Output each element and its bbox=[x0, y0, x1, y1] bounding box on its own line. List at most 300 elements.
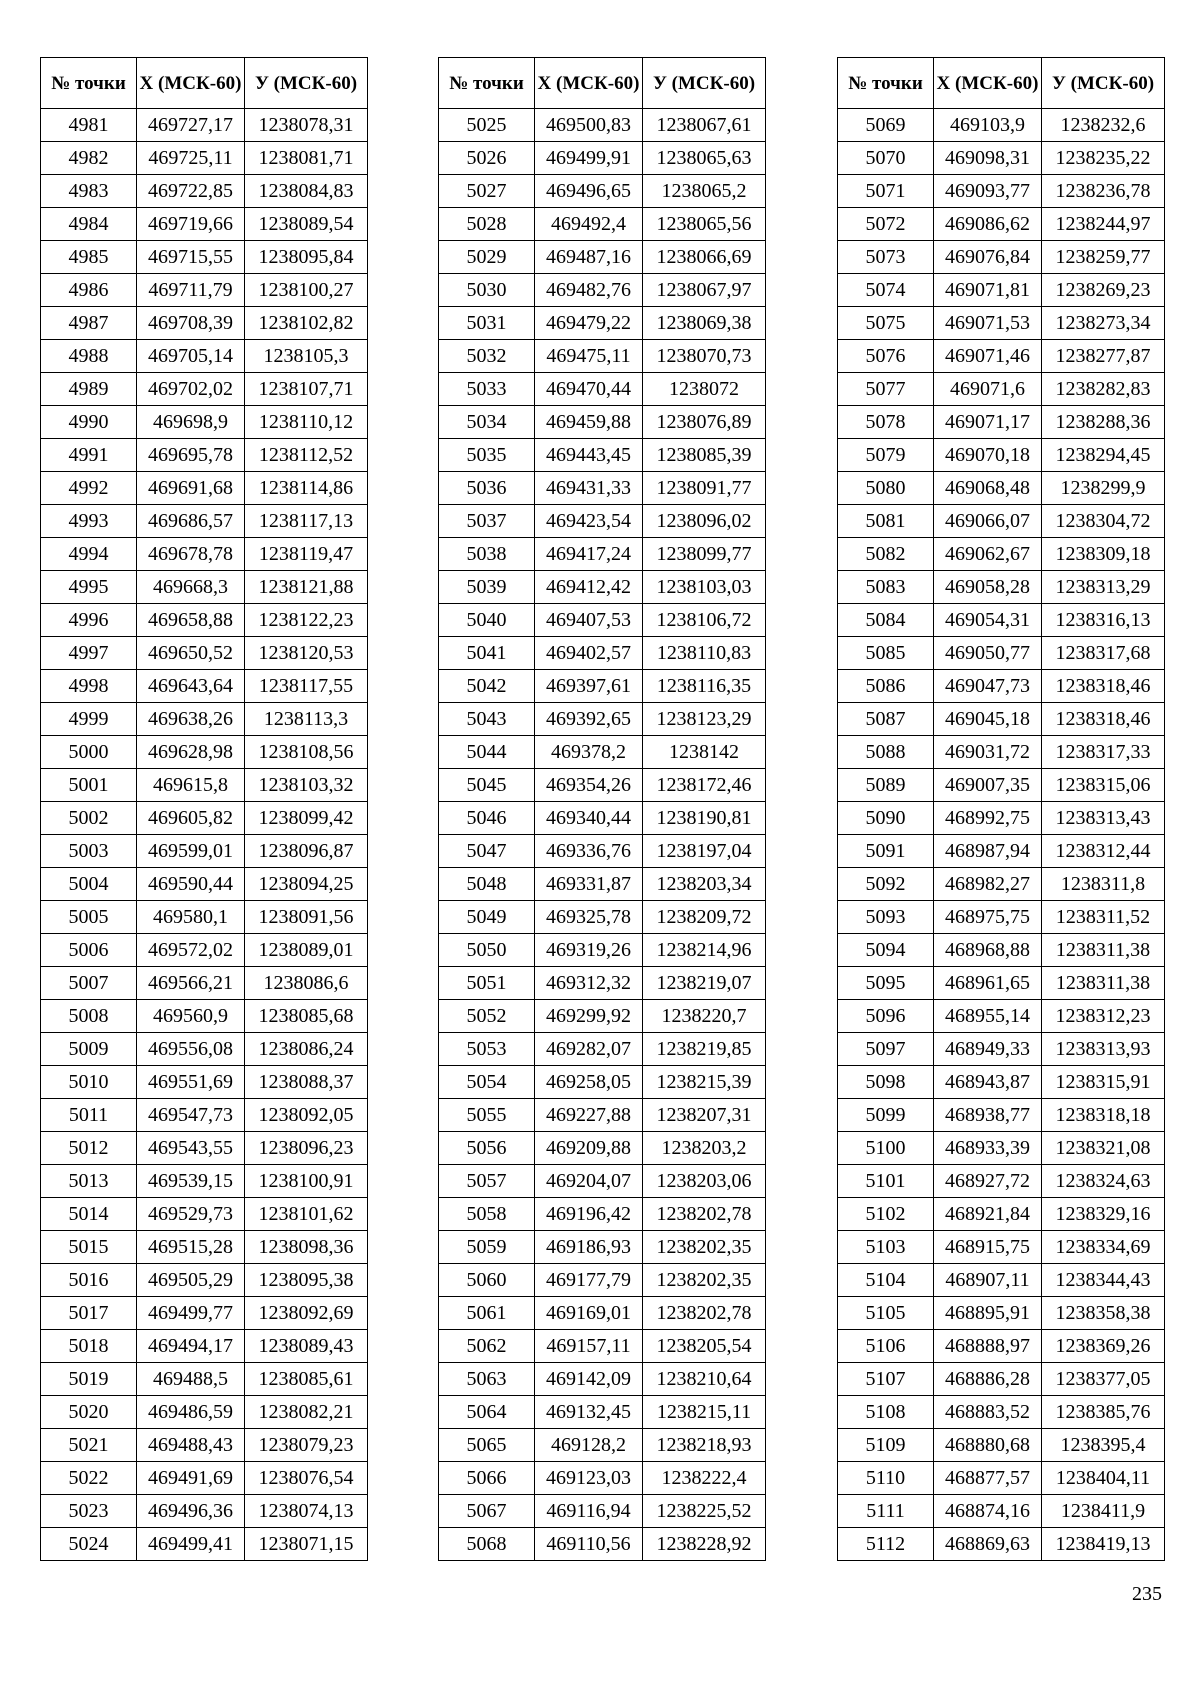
y-coordinate-cell: 1238113,3 bbox=[245, 703, 368, 736]
table-row bbox=[41, 1231, 368, 1264]
y-coordinate-cell: 1238313,43 bbox=[1042, 802, 1165, 835]
table-row bbox=[439, 241, 766, 274]
table-row bbox=[439, 736, 766, 769]
y-coordinate-cell: 1238269,23 bbox=[1042, 274, 1165, 307]
point-number-cell: 5085 bbox=[838, 637, 934, 670]
point-number-cell: 5042 bbox=[439, 670, 535, 703]
x-coordinate-cell: 469658,88 bbox=[137, 604, 245, 637]
y-coordinate-cell: 1238202,35 bbox=[643, 1231, 766, 1264]
x-coordinate-cell: 469336,76 bbox=[535, 835, 643, 868]
table-row bbox=[439, 835, 766, 868]
coordinates-table-1 bbox=[40, 57, 368, 1561]
table-row bbox=[439, 1330, 766, 1363]
point-number-cell: 5099 bbox=[838, 1099, 934, 1132]
header-y-coordinate: У (МСК-60) bbox=[1042, 58, 1165, 109]
x-coordinate-cell: 469727,17 bbox=[137, 109, 245, 142]
table-row bbox=[838, 670, 1165, 703]
x-coordinate-cell: 468968,88 bbox=[934, 934, 1042, 967]
point-number-cell: 5080 bbox=[838, 472, 934, 505]
y-coordinate-cell: 1238235,22 bbox=[1042, 142, 1165, 175]
table-row bbox=[838, 802, 1165, 835]
point-number-cell: 5022 bbox=[41, 1462, 137, 1495]
x-coordinate-cell: 469543,55 bbox=[137, 1132, 245, 1165]
point-number-cell: 5029 bbox=[439, 241, 535, 274]
y-coordinate-cell: 1238089,43 bbox=[245, 1330, 368, 1363]
y-coordinate-cell: 1238078,31 bbox=[245, 109, 368, 142]
table-row bbox=[838, 439, 1165, 472]
x-coordinate-cell: 469325,78 bbox=[535, 901, 643, 934]
y-coordinate-cell: 1238311,8 bbox=[1042, 868, 1165, 901]
table-row bbox=[439, 1396, 766, 1429]
x-coordinate-cell: 468874,16 bbox=[934, 1495, 1042, 1528]
page-number: 235 bbox=[1132, 1583, 1162, 1605]
table-row bbox=[439, 571, 766, 604]
x-coordinate-cell: 469407,53 bbox=[535, 604, 643, 637]
x-coordinate-cell: 469007,35 bbox=[934, 769, 1042, 802]
x-coordinate-cell: 469431,33 bbox=[535, 472, 643, 505]
point-number-cell: 5058 bbox=[439, 1198, 535, 1231]
x-coordinate-cell: 469058,28 bbox=[934, 571, 1042, 604]
y-coordinate-cell: 1238315,91 bbox=[1042, 1066, 1165, 1099]
point-number-cell: 4998 bbox=[41, 670, 137, 703]
y-coordinate-cell: 1238065,56 bbox=[643, 208, 766, 241]
y-coordinate-cell: 1238214,96 bbox=[643, 934, 766, 967]
point-number-cell: 5048 bbox=[439, 868, 535, 901]
table-row bbox=[838, 1297, 1165, 1330]
table-row bbox=[439, 934, 766, 967]
header-point-number: № точки bbox=[439, 58, 535, 109]
table-row bbox=[41, 1396, 368, 1429]
point-number-cell: 5046 bbox=[439, 802, 535, 835]
x-coordinate-cell: 469123,03 bbox=[535, 1462, 643, 1495]
table-row bbox=[41, 1429, 368, 1462]
table-row bbox=[439, 1198, 766, 1231]
table-row bbox=[439, 208, 766, 241]
table-row bbox=[41, 406, 368, 439]
point-number-cell: 5017 bbox=[41, 1297, 137, 1330]
point-number-cell: 5021 bbox=[41, 1429, 137, 1462]
y-coordinate-cell: 1238311,38 bbox=[1042, 934, 1165, 967]
point-number-cell: 5083 bbox=[838, 571, 934, 604]
point-number-cell: 5024 bbox=[41, 1528, 137, 1561]
y-coordinate-cell: 1238311,38 bbox=[1042, 967, 1165, 1000]
x-coordinate-cell: 469116,94 bbox=[535, 1495, 643, 1528]
y-coordinate-cell: 1238076,54 bbox=[245, 1462, 368, 1495]
point-number-cell: 4989 bbox=[41, 373, 137, 406]
y-coordinate-cell: 1238222,4 bbox=[643, 1462, 766, 1495]
y-coordinate-cell: 1238079,23 bbox=[245, 1429, 368, 1462]
y-coordinate-cell: 1238095,84 bbox=[245, 241, 368, 274]
point-number-cell: 5102 bbox=[838, 1198, 934, 1231]
point-number-cell: 5039 bbox=[439, 571, 535, 604]
table-row bbox=[439, 1528, 766, 1561]
point-number-cell: 5081 bbox=[838, 505, 934, 538]
x-coordinate-cell: 468886,28 bbox=[934, 1363, 1042, 1396]
x-coordinate-cell: 469650,52 bbox=[137, 637, 245, 670]
y-coordinate-cell: 1238203,34 bbox=[643, 868, 766, 901]
table-row bbox=[439, 307, 766, 340]
table-row bbox=[838, 934, 1165, 967]
point-number-cell: 4996 bbox=[41, 604, 137, 637]
table-row bbox=[41, 1330, 368, 1363]
point-number-cell: 5013 bbox=[41, 1165, 137, 1198]
x-coordinate-cell: 469110,56 bbox=[535, 1528, 643, 1561]
x-coordinate-cell: 469392,65 bbox=[535, 703, 643, 736]
table-row bbox=[41, 1066, 368, 1099]
x-coordinate-cell: 469282,07 bbox=[535, 1033, 643, 1066]
header-x-coordinate: Х (МСК-60) bbox=[137, 58, 245, 109]
y-coordinate-cell: 1238100,91 bbox=[245, 1165, 368, 1198]
x-coordinate-cell: 469705,14 bbox=[137, 340, 245, 373]
y-coordinate-cell: 1238232,6 bbox=[1042, 109, 1165, 142]
table-row bbox=[838, 241, 1165, 274]
x-coordinate-cell: 469076,84 bbox=[934, 241, 1042, 274]
y-coordinate-cell: 1238071,15 bbox=[245, 1528, 368, 1561]
x-coordinate-cell: 469496,65 bbox=[535, 175, 643, 208]
point-number-cell: 5098 bbox=[838, 1066, 934, 1099]
y-coordinate-cell: 1238085,39 bbox=[643, 439, 766, 472]
point-number-cell: 5075 bbox=[838, 307, 934, 340]
x-coordinate-cell: 468915,75 bbox=[934, 1231, 1042, 1264]
point-number-cell: 5049 bbox=[439, 901, 535, 934]
y-coordinate-cell: 1238117,13 bbox=[245, 505, 368, 538]
x-coordinate-cell: 469686,57 bbox=[137, 505, 245, 538]
coordinates-table-2 bbox=[438, 57, 766, 1561]
point-number-cell: 4984 bbox=[41, 208, 137, 241]
x-coordinate-cell: 469566,21 bbox=[137, 967, 245, 1000]
point-number-cell: 5071 bbox=[838, 175, 934, 208]
point-number-cell: 5014 bbox=[41, 1198, 137, 1231]
point-number-cell: 4993 bbox=[41, 505, 137, 538]
point-number-cell: 5059 bbox=[439, 1231, 535, 1264]
point-number-cell: 5051 bbox=[439, 967, 535, 1000]
point-number-cell: 5110 bbox=[838, 1462, 934, 1495]
table-row bbox=[439, 1231, 766, 1264]
point-number-cell: 4995 bbox=[41, 571, 137, 604]
table-row bbox=[439, 604, 766, 637]
y-coordinate-cell: 1238086,6 bbox=[245, 967, 368, 1000]
y-coordinate-cell: 1238205,54 bbox=[643, 1330, 766, 1363]
x-coordinate-cell: 469539,15 bbox=[137, 1165, 245, 1198]
x-coordinate-cell: 469128,2 bbox=[535, 1429, 643, 1462]
y-coordinate-cell: 1238101,62 bbox=[245, 1198, 368, 1231]
x-coordinate-cell: 469643,64 bbox=[137, 670, 245, 703]
x-coordinate-cell: 469494,17 bbox=[137, 1330, 245, 1363]
header-point-number: № точки bbox=[838, 58, 934, 109]
point-number-cell: 5086 bbox=[838, 670, 934, 703]
table-row bbox=[41, 1099, 368, 1132]
point-number-cell: 5020 bbox=[41, 1396, 137, 1429]
point-number-cell: 5073 bbox=[838, 241, 934, 274]
table-row bbox=[41, 967, 368, 1000]
table-row bbox=[439, 373, 766, 406]
table-row bbox=[439, 1264, 766, 1297]
x-coordinate-cell: 469590,44 bbox=[137, 868, 245, 901]
y-coordinate-cell: 1238210,64 bbox=[643, 1363, 766, 1396]
table-row bbox=[439, 406, 766, 439]
table-row bbox=[439, 868, 766, 901]
x-coordinate-cell: 469515,28 bbox=[137, 1231, 245, 1264]
x-coordinate-cell: 469209,88 bbox=[535, 1132, 643, 1165]
table-row bbox=[838, 736, 1165, 769]
point-number-cell: 5018 bbox=[41, 1330, 137, 1363]
x-coordinate-cell: 469050,77 bbox=[934, 637, 1042, 670]
x-coordinate-cell: 469708,39 bbox=[137, 307, 245, 340]
x-coordinate-cell: 469556,08 bbox=[137, 1033, 245, 1066]
coordinates-table-3 bbox=[837, 57, 1165, 1561]
point-number-cell: 5038 bbox=[439, 538, 535, 571]
table-row bbox=[838, 1495, 1165, 1528]
y-coordinate-cell: 1238203,2 bbox=[643, 1132, 766, 1165]
x-coordinate-cell: 469499,77 bbox=[137, 1297, 245, 1330]
point-number-cell: 4987 bbox=[41, 307, 137, 340]
y-coordinate-cell: 1238092,69 bbox=[245, 1297, 368, 1330]
y-coordinate-cell: 1238273,34 bbox=[1042, 307, 1165, 340]
table-row bbox=[41, 901, 368, 934]
point-number-cell: 5095 bbox=[838, 967, 934, 1000]
point-number-cell: 5052 bbox=[439, 1000, 535, 1033]
x-coordinate-cell: 469312,32 bbox=[535, 967, 643, 1000]
y-coordinate-cell: 1238116,35 bbox=[643, 670, 766, 703]
table-row bbox=[41, 835, 368, 868]
table-row bbox=[838, 1066, 1165, 1099]
header-y-coordinate: У (МСК-60) bbox=[643, 58, 766, 109]
x-coordinate-cell: 469412,42 bbox=[535, 571, 643, 604]
point-number-cell: 5043 bbox=[439, 703, 535, 736]
point-number-cell: 5034 bbox=[439, 406, 535, 439]
table-row bbox=[838, 868, 1165, 901]
x-coordinate-cell: 469443,45 bbox=[535, 439, 643, 472]
point-number-cell: 5101 bbox=[838, 1165, 934, 1198]
table-row bbox=[439, 670, 766, 703]
table-row bbox=[41, 1000, 368, 1033]
point-number-cell: 5090 bbox=[838, 802, 934, 835]
y-coordinate-cell: 1238329,16 bbox=[1042, 1198, 1165, 1231]
table-row bbox=[838, 637, 1165, 670]
x-coordinate-cell: 469725,11 bbox=[137, 142, 245, 175]
table-row bbox=[41, 1462, 368, 1495]
table-row bbox=[838, 1429, 1165, 1462]
y-coordinate-cell: 1238085,68 bbox=[245, 1000, 368, 1033]
y-coordinate-cell: 1238123,29 bbox=[643, 703, 766, 736]
point-number-cell: 5076 bbox=[838, 340, 934, 373]
table-row bbox=[41, 307, 368, 340]
table-row bbox=[439, 340, 766, 373]
table-row bbox=[41, 241, 368, 274]
table-row bbox=[41, 208, 368, 241]
x-coordinate-cell: 469227,88 bbox=[535, 1099, 643, 1132]
table-row bbox=[439, 802, 766, 835]
table-row bbox=[838, 1033, 1165, 1066]
header-x-coordinate: Х (МСК-60) bbox=[934, 58, 1042, 109]
point-number-cell: 5027 bbox=[439, 175, 535, 208]
x-coordinate-cell: 469615,8 bbox=[137, 769, 245, 802]
point-number-cell: 5028 bbox=[439, 208, 535, 241]
y-coordinate-cell: 1238096,02 bbox=[643, 505, 766, 538]
point-number-cell: 5084 bbox=[838, 604, 934, 637]
x-coordinate-cell: 469719,66 bbox=[137, 208, 245, 241]
point-number-cell: 5094 bbox=[838, 934, 934, 967]
point-number-cell: 5015 bbox=[41, 1231, 137, 1264]
x-coordinate-cell: 468961,65 bbox=[934, 967, 1042, 1000]
x-coordinate-cell: 468907,11 bbox=[934, 1264, 1042, 1297]
point-number-cell: 5067 bbox=[439, 1495, 535, 1528]
point-number-cell: 5012 bbox=[41, 1132, 137, 1165]
point-number-cell: 5050 bbox=[439, 934, 535, 967]
table-row bbox=[838, 505, 1165, 538]
x-coordinate-cell: 469488,5 bbox=[137, 1363, 245, 1396]
point-number-cell: 4985 bbox=[41, 241, 137, 274]
point-number-cell: 4986 bbox=[41, 274, 137, 307]
y-coordinate-cell: 1238099,77 bbox=[643, 538, 766, 571]
x-coordinate-cell: 469071,17 bbox=[934, 406, 1042, 439]
point-number-cell: 5000 bbox=[41, 736, 137, 769]
y-coordinate-cell: 1238218,93 bbox=[643, 1429, 766, 1462]
x-coordinate-cell: 468987,94 bbox=[934, 835, 1042, 868]
table-row bbox=[41, 1495, 368, 1528]
table-row bbox=[838, 538, 1165, 571]
point-number-cell: 5032 bbox=[439, 340, 535, 373]
point-number-cell: 5078 bbox=[838, 406, 934, 439]
y-coordinate-cell: 1238122,23 bbox=[245, 604, 368, 637]
y-coordinate-cell: 1238084,83 bbox=[245, 175, 368, 208]
table-row bbox=[439, 901, 766, 934]
point-number-cell: 5061 bbox=[439, 1297, 535, 1330]
y-coordinate-cell: 1238091,77 bbox=[643, 472, 766, 505]
x-coordinate-cell: 469258,05 bbox=[535, 1066, 643, 1099]
x-coordinate-cell: 469071,53 bbox=[934, 307, 1042, 340]
table-row bbox=[41, 1528, 368, 1561]
y-coordinate-cell: 1238321,08 bbox=[1042, 1132, 1165, 1165]
point-number-cell: 5026 bbox=[439, 142, 535, 175]
table-row bbox=[439, 637, 766, 670]
x-coordinate-cell: 469605,82 bbox=[137, 802, 245, 835]
table-row bbox=[439, 1099, 766, 1132]
point-number-cell: 5062 bbox=[439, 1330, 535, 1363]
point-number-cell: 5054 bbox=[439, 1066, 535, 1099]
y-coordinate-cell: 1238142 bbox=[643, 736, 766, 769]
point-number-cell: 5074 bbox=[838, 274, 934, 307]
y-coordinate-cell: 1238318,46 bbox=[1042, 703, 1165, 736]
table-row bbox=[439, 505, 766, 538]
x-coordinate-cell: 469417,24 bbox=[535, 538, 643, 571]
y-coordinate-cell: 1238102,82 bbox=[245, 307, 368, 340]
point-number-cell: 5041 bbox=[439, 637, 535, 670]
x-coordinate-cell: 469093,77 bbox=[934, 175, 1042, 208]
table-row bbox=[41, 109, 368, 142]
x-coordinate-cell: 469628,98 bbox=[137, 736, 245, 769]
x-coordinate-cell: 469491,69 bbox=[137, 1462, 245, 1495]
point-number-cell: 5019 bbox=[41, 1363, 137, 1396]
point-number-cell: 5060 bbox=[439, 1264, 535, 1297]
x-coordinate-cell: 469066,07 bbox=[934, 505, 1042, 538]
y-coordinate-cell: 1238085,61 bbox=[245, 1363, 368, 1396]
x-coordinate-cell: 469045,18 bbox=[934, 703, 1042, 736]
point-number-cell: 5047 bbox=[439, 835, 535, 868]
y-coordinate-cell: 1238315,06 bbox=[1042, 769, 1165, 802]
table-row bbox=[439, 109, 766, 142]
y-coordinate-cell: 1238067,97 bbox=[643, 274, 766, 307]
x-coordinate-cell: 469423,54 bbox=[535, 505, 643, 538]
y-coordinate-cell: 1238089,54 bbox=[245, 208, 368, 241]
point-number-cell: 5077 bbox=[838, 373, 934, 406]
x-coordinate-cell: 469702,02 bbox=[137, 373, 245, 406]
table-row bbox=[439, 703, 766, 736]
point-number-cell: 5109 bbox=[838, 1429, 934, 1462]
table-row bbox=[439, 1066, 766, 1099]
x-coordinate-cell: 469678,78 bbox=[137, 538, 245, 571]
table-row bbox=[838, 1396, 1165, 1429]
table-row bbox=[838, 274, 1165, 307]
point-number-cell: 5057 bbox=[439, 1165, 535, 1198]
y-coordinate-cell: 1238066,69 bbox=[643, 241, 766, 274]
table-row bbox=[41, 868, 368, 901]
y-coordinate-cell: 1238288,36 bbox=[1042, 406, 1165, 439]
y-coordinate-cell: 1238110,12 bbox=[245, 406, 368, 439]
y-coordinate-cell: 1238106,72 bbox=[643, 604, 766, 637]
y-coordinate-cell: 1238095,38 bbox=[245, 1264, 368, 1297]
table-row bbox=[838, 1462, 1165, 1495]
table-row bbox=[439, 472, 766, 505]
x-coordinate-cell: 469071,81 bbox=[934, 274, 1042, 307]
point-number-cell: 5096 bbox=[838, 1000, 934, 1033]
x-coordinate-cell: 469722,85 bbox=[137, 175, 245, 208]
x-coordinate-cell: 469488,43 bbox=[137, 1429, 245, 1462]
table-row bbox=[41, 274, 368, 307]
table-row bbox=[838, 571, 1165, 604]
y-coordinate-cell: 1238076,89 bbox=[643, 406, 766, 439]
point-number-cell: 5030 bbox=[439, 274, 535, 307]
y-coordinate-cell: 1238282,83 bbox=[1042, 373, 1165, 406]
table-row bbox=[838, 1099, 1165, 1132]
x-coordinate-cell: 468949,33 bbox=[934, 1033, 1042, 1066]
x-coordinate-cell: 469169,01 bbox=[535, 1297, 643, 1330]
table-row bbox=[439, 1132, 766, 1165]
x-coordinate-cell: 468982,27 bbox=[934, 868, 1042, 901]
table-row bbox=[838, 769, 1165, 802]
y-coordinate-cell: 1238318,46 bbox=[1042, 670, 1165, 703]
y-coordinate-cell: 1238108,56 bbox=[245, 736, 368, 769]
x-coordinate-cell: 469479,22 bbox=[535, 307, 643, 340]
x-coordinate-cell: 469047,73 bbox=[934, 670, 1042, 703]
y-coordinate-cell: 1238219,85 bbox=[643, 1033, 766, 1066]
x-coordinate-cell: 469068,48 bbox=[934, 472, 1042, 505]
point-number-cell: 5031 bbox=[439, 307, 535, 340]
x-coordinate-cell: 469560,9 bbox=[137, 1000, 245, 1033]
table-row bbox=[439, 967, 766, 1000]
table-row bbox=[41, 1363, 368, 1396]
y-coordinate-cell: 1238313,29 bbox=[1042, 571, 1165, 604]
table-row bbox=[838, 373, 1165, 406]
y-coordinate-cell: 1238112,52 bbox=[245, 439, 368, 472]
y-coordinate-cell: 1238202,35 bbox=[643, 1264, 766, 1297]
y-coordinate-cell: 1238419,13 bbox=[1042, 1528, 1165, 1561]
y-coordinate-cell: 1238119,47 bbox=[245, 538, 368, 571]
table-row bbox=[41, 439, 368, 472]
y-coordinate-cell: 1238120,53 bbox=[245, 637, 368, 670]
y-coordinate-cell: 1238098,36 bbox=[245, 1231, 368, 1264]
x-coordinate-cell: 468880,68 bbox=[934, 1429, 1042, 1462]
point-number-cell: 5053 bbox=[439, 1033, 535, 1066]
point-number-cell: 5036 bbox=[439, 472, 535, 505]
y-coordinate-cell: 1238317,68 bbox=[1042, 637, 1165, 670]
x-coordinate-cell: 469142,09 bbox=[535, 1363, 643, 1396]
x-coordinate-cell: 469691,68 bbox=[137, 472, 245, 505]
table-row bbox=[838, 901, 1165, 934]
table-row bbox=[41, 637, 368, 670]
y-coordinate-cell: 1238311,52 bbox=[1042, 901, 1165, 934]
x-coordinate-cell: 469499,91 bbox=[535, 142, 643, 175]
